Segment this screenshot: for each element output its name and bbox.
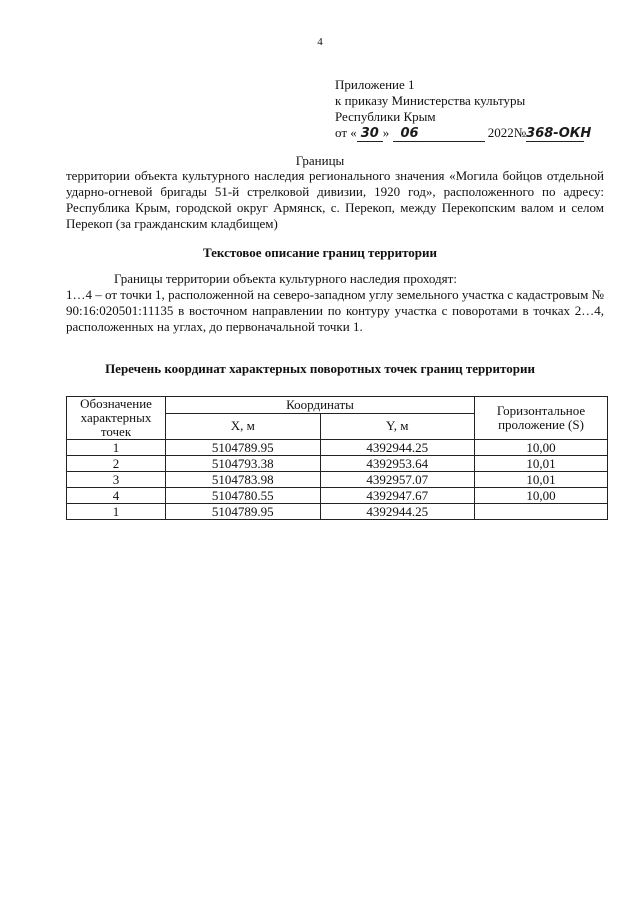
cell-y: 4392957.07 bbox=[320, 472, 475, 488]
cell-distance: 10,01 bbox=[475, 456, 608, 472]
cell-point: 1 bbox=[67, 440, 166, 456]
cell-x: 5104783.98 bbox=[166, 472, 321, 488]
cell-y: 4392953.64 bbox=[320, 456, 475, 472]
date-mid: » bbox=[382, 125, 393, 140]
appendix-line-1: Приложение 1 bbox=[335, 77, 415, 92]
cell-distance: 10,00 bbox=[475, 488, 608, 504]
territory-description: территории объекта культурного наследия регионального значения «Могила бойцов отдельной ударно-огневой бригады 51-й стрелковой дивизии, 1920 год», расположенного по адресу: Республика Крым, городской округ Армянск, с. Перекоп, между Перекопским валом и селом Перекоп (за гражданским кладбищем) bbox=[66, 168, 604, 231]
table-row bbox=[67, 472, 608, 488]
header-y: Y, м bbox=[320, 413, 475, 439]
cell-distance: 10,01 bbox=[475, 472, 608, 488]
appendix-line-2: к приказу Министерства культуры bbox=[335, 93, 526, 108]
appendix-block bbox=[335, 77, 592, 142]
page-number: 4 bbox=[317, 36, 323, 48]
coordinates-list-heading: Перечень координат характерных поворотных точек границ территории bbox=[105, 361, 535, 376]
table-row bbox=[67, 456, 608, 472]
order-month-handwritten: 06 bbox=[400, 126, 419, 141]
order-day-handwritten: 30 bbox=[360, 126, 379, 141]
document-title: Границы bbox=[295, 153, 345, 168]
cell-x: 5104780.55 bbox=[166, 488, 321, 504]
cell-y: 4392947.67 bbox=[320, 488, 475, 504]
table-row bbox=[67, 504, 608, 520]
header-distance: Горизонтальное проложение (S) bbox=[475, 397, 608, 440]
order-day bbox=[357, 126, 383, 142]
cell-distance bbox=[475, 504, 608, 520]
cell-y: 4392944.25 bbox=[320, 440, 475, 456]
table-row bbox=[67, 440, 608, 456]
header-coordinates: Координаты bbox=[166, 397, 475, 414]
header-point: Обозначение характерных точек bbox=[67, 397, 166, 440]
header-x: X, м bbox=[166, 413, 321, 439]
cell-x: 5104789.95 bbox=[166, 504, 321, 520]
order-number-handwritten: 368-ОКН bbox=[526, 126, 592, 141]
date-year-number: 2022№ bbox=[484, 125, 527, 140]
text-description-heading: Текстовое описание границ территории bbox=[202, 245, 438, 260]
boundary-intro: Границы территории объекта культурного наследия проходят: bbox=[114, 271, 457, 286]
order-month bbox=[393, 126, 485, 142]
table-row bbox=[67, 488, 608, 504]
order-number bbox=[526, 126, 592, 142]
boundary-description: 1…4 – от точки 1, расположенной на северо-западном углу земельного участка с кадастровым № 90:16:020501:11135 в восточном направлении по контуру участка с поворотами в точках 2…4, расположенных на углах, до первоначальной точки 1. bbox=[66, 287, 604, 334]
cell-x: 5104793.38 bbox=[166, 456, 321, 472]
cell-point: 2 bbox=[67, 456, 166, 472]
cell-point: 4 bbox=[67, 488, 166, 504]
date-prefix: от « bbox=[335, 125, 357, 140]
order-date-line bbox=[335, 125, 592, 142]
appendix-line-3: Республики Крым bbox=[335, 109, 436, 124]
coordinates-table bbox=[66, 396, 608, 520]
cell-distance: 10,00 bbox=[475, 440, 608, 456]
cell-x: 5104789.95 bbox=[166, 440, 321, 456]
cell-point: 3 bbox=[67, 472, 166, 488]
cell-point: 1 bbox=[67, 504, 166, 520]
cell-y: 4392944.25 bbox=[320, 504, 475, 520]
